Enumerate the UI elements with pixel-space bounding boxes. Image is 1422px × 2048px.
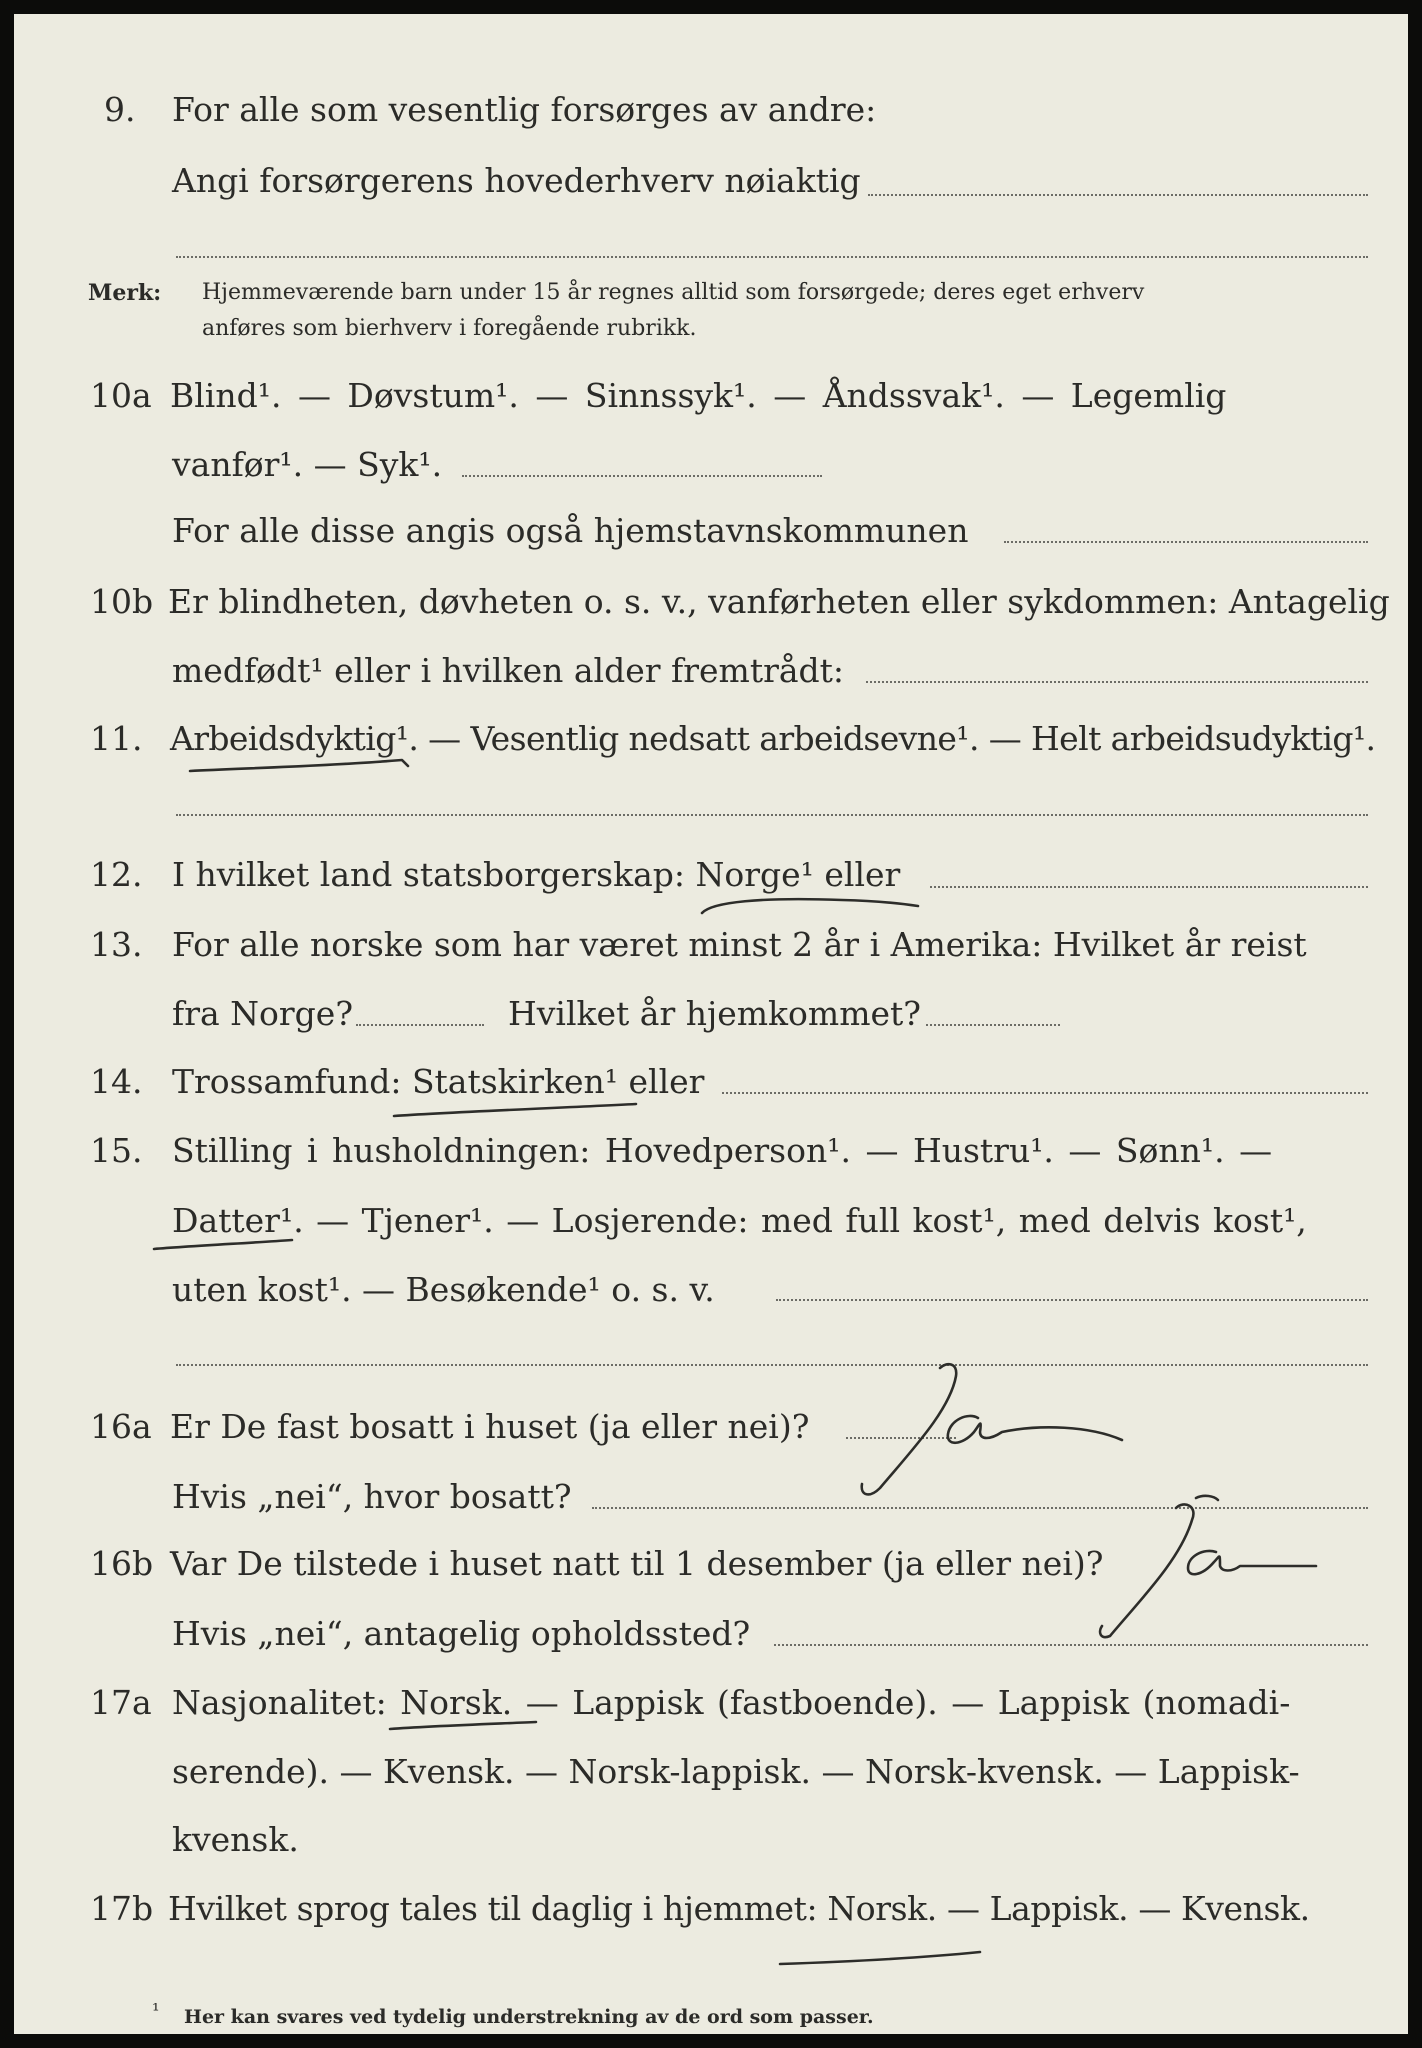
q13-question-line2a: fra Norge? xyxy=(172,994,354,1033)
q17b-question: Hvilket sprog tales til daglig i hjemmet: Norsk. — Lappisk. — Kvensk. xyxy=(168,1889,1310,1928)
note-label: Merk: xyxy=(88,280,162,306)
q10a-question-line3: For alle disse angis også hjemstavnskommunen xyxy=(172,511,969,550)
q15-question: Stilling i husholdningen: Hovedperson¹. — Hustru¹. — Sønn¹. — xyxy=(172,1131,1273,1170)
q17b-number: 17b xyxy=(90,1889,154,1928)
q16b-handwritten-answer xyxy=(1170,1510,1171,1511)
q17a-question-line3: kvensk. xyxy=(172,1820,299,1859)
q13-reist-year-line[interactable] xyxy=(356,1024,484,1026)
q15-question-line3: uten kost¹. — Besøkende¹ o. s. v. xyxy=(172,1270,715,1309)
q14-number: 14. xyxy=(90,1062,143,1101)
q13-question: For alle norske som har været minst 2 år i Amerika: Hvilket år reist xyxy=(172,925,1307,964)
note-text-line2: anføres som bierhverv i foregående rubrikk. xyxy=(202,316,697,341)
q14-question: Trossamfund: Statskirken¹ eller xyxy=(172,1062,705,1101)
q17a-question: Nasjonalitet: Norsk. — Lappisk (fastboende). — Lappisk (nomadi- xyxy=(172,1683,1291,1722)
q16b-question: Var De tilstede i huset natt til 1 desember (ja eller nei)? xyxy=(170,1544,1104,1583)
underline-arbeidsdyktig xyxy=(190,760,408,771)
q9-question-line2: Angi forsørgerens hovederhverv nøiaktig xyxy=(172,161,861,200)
ja-16a-stroke-a xyxy=(948,1416,1122,1443)
q17a-question-line2: serende). — Kvensk. — Norsk-lappisk. — Norsk-kvensk. — Lappisk- xyxy=(172,1752,1300,1791)
q10a-hjemstavn-line[interactable] xyxy=(1004,541,1368,543)
q10a-answer-line[interactable] xyxy=(462,475,822,477)
q9-answer-line-2[interactable] xyxy=(176,256,1368,258)
q11-number: 11. xyxy=(90,719,143,758)
q14-answer-line[interactable] xyxy=(722,1092,1368,1094)
q16a-question-line2: Hvis „nei“, hvor bosatt? xyxy=(172,1477,572,1516)
q10b-question: Er blindheten, døvheten o. s. v., vanførheten eller sykdommen: Antagelig xyxy=(168,582,1390,621)
q10a-question-line2: vanfør¹. — Syk¹. xyxy=(172,445,443,484)
q10b-answer-line[interactable] xyxy=(866,681,1368,683)
q10b-number: 10b xyxy=(90,582,154,621)
note-text: Hjemmeværende barn under 15 år regnes alltid som forsørgede; deres eget erhverv xyxy=(202,280,1145,305)
q10a-question: Blind¹. — Døvstum¹. — Sinnssyk¹. — Åndssvak¹. — Legemlig xyxy=(170,376,1227,415)
q11-answer-line[interactable] xyxy=(176,814,1368,816)
q16a-number: 16a xyxy=(90,1407,152,1446)
underline-norsk-17a xyxy=(390,1722,536,1729)
ja-16b-stroke-a xyxy=(1188,1551,1316,1574)
q16b-question-line2: Hvis „nei“, antagelig opholdssted? xyxy=(172,1614,751,1653)
q16a-question: Er De fast bosatt i huset (ja eller nei)? xyxy=(170,1407,810,1446)
q10b-question-line2: medfødt¹ eller i hvilken alder fremtrådt: xyxy=(172,651,845,690)
q16b-opholdssted-line[interactable] xyxy=(774,1644,1368,1646)
q16a-handwritten-answer xyxy=(870,1370,871,1371)
q9-question: For alle som vesentlig forsørges av andre: xyxy=(172,90,877,129)
footnote-mark: ¹ xyxy=(152,2000,160,2022)
q15-answer-line-2[interactable] xyxy=(176,1364,1368,1366)
ja-16a-stroke-j xyxy=(862,1364,956,1494)
q15-answer-line[interactable] xyxy=(776,1299,1368,1301)
q9-number: 9. xyxy=(104,90,136,129)
q16a-bosatt-line[interactable] xyxy=(592,1507,1368,1509)
q17a-number: 17a xyxy=(90,1683,152,1722)
ja-16b-stroke-j xyxy=(1100,1504,1193,1637)
q16b-number: 16b xyxy=(90,1544,154,1583)
footnote-text: Her kan svares ved tydelig understrekning av de ord som passer. xyxy=(184,2006,874,2028)
q12-question: I hvilket land statsborgerskap: Norge¹ eller xyxy=(172,855,901,894)
q12-answer-line[interactable] xyxy=(930,886,1368,888)
q9-answer-line[interactable] xyxy=(868,194,1368,196)
underline-norsk-17b xyxy=(780,1952,980,1964)
ja-16b-mark xyxy=(1196,1496,1218,1500)
underline-norge xyxy=(702,899,918,913)
q16a-answer-line[interactable] xyxy=(846,1437,956,1439)
underline-datter xyxy=(154,1240,292,1249)
q12-number: 12. xyxy=(90,855,143,894)
underline-statskirken xyxy=(394,1104,636,1116)
q13-hjemkommet-year-line[interactable] xyxy=(926,1024,1060,1026)
q15-number: 15. xyxy=(90,1131,143,1170)
q11-question: Arbeidsdyktig¹. — Vesentlig nedsatt arbeidsevne¹. — Helt arbeidsudyktig¹. xyxy=(170,719,1376,758)
q13-number: 13. xyxy=(90,925,143,964)
q13-question-line2b: Hvilket år hjemkommet? xyxy=(508,994,921,1033)
q15-question-line2: Datter¹. — Tjener¹. — Losjerende: med full kost¹, med delvis kost¹, xyxy=(172,1201,1307,1240)
q10a-number: 10a xyxy=(90,376,152,415)
